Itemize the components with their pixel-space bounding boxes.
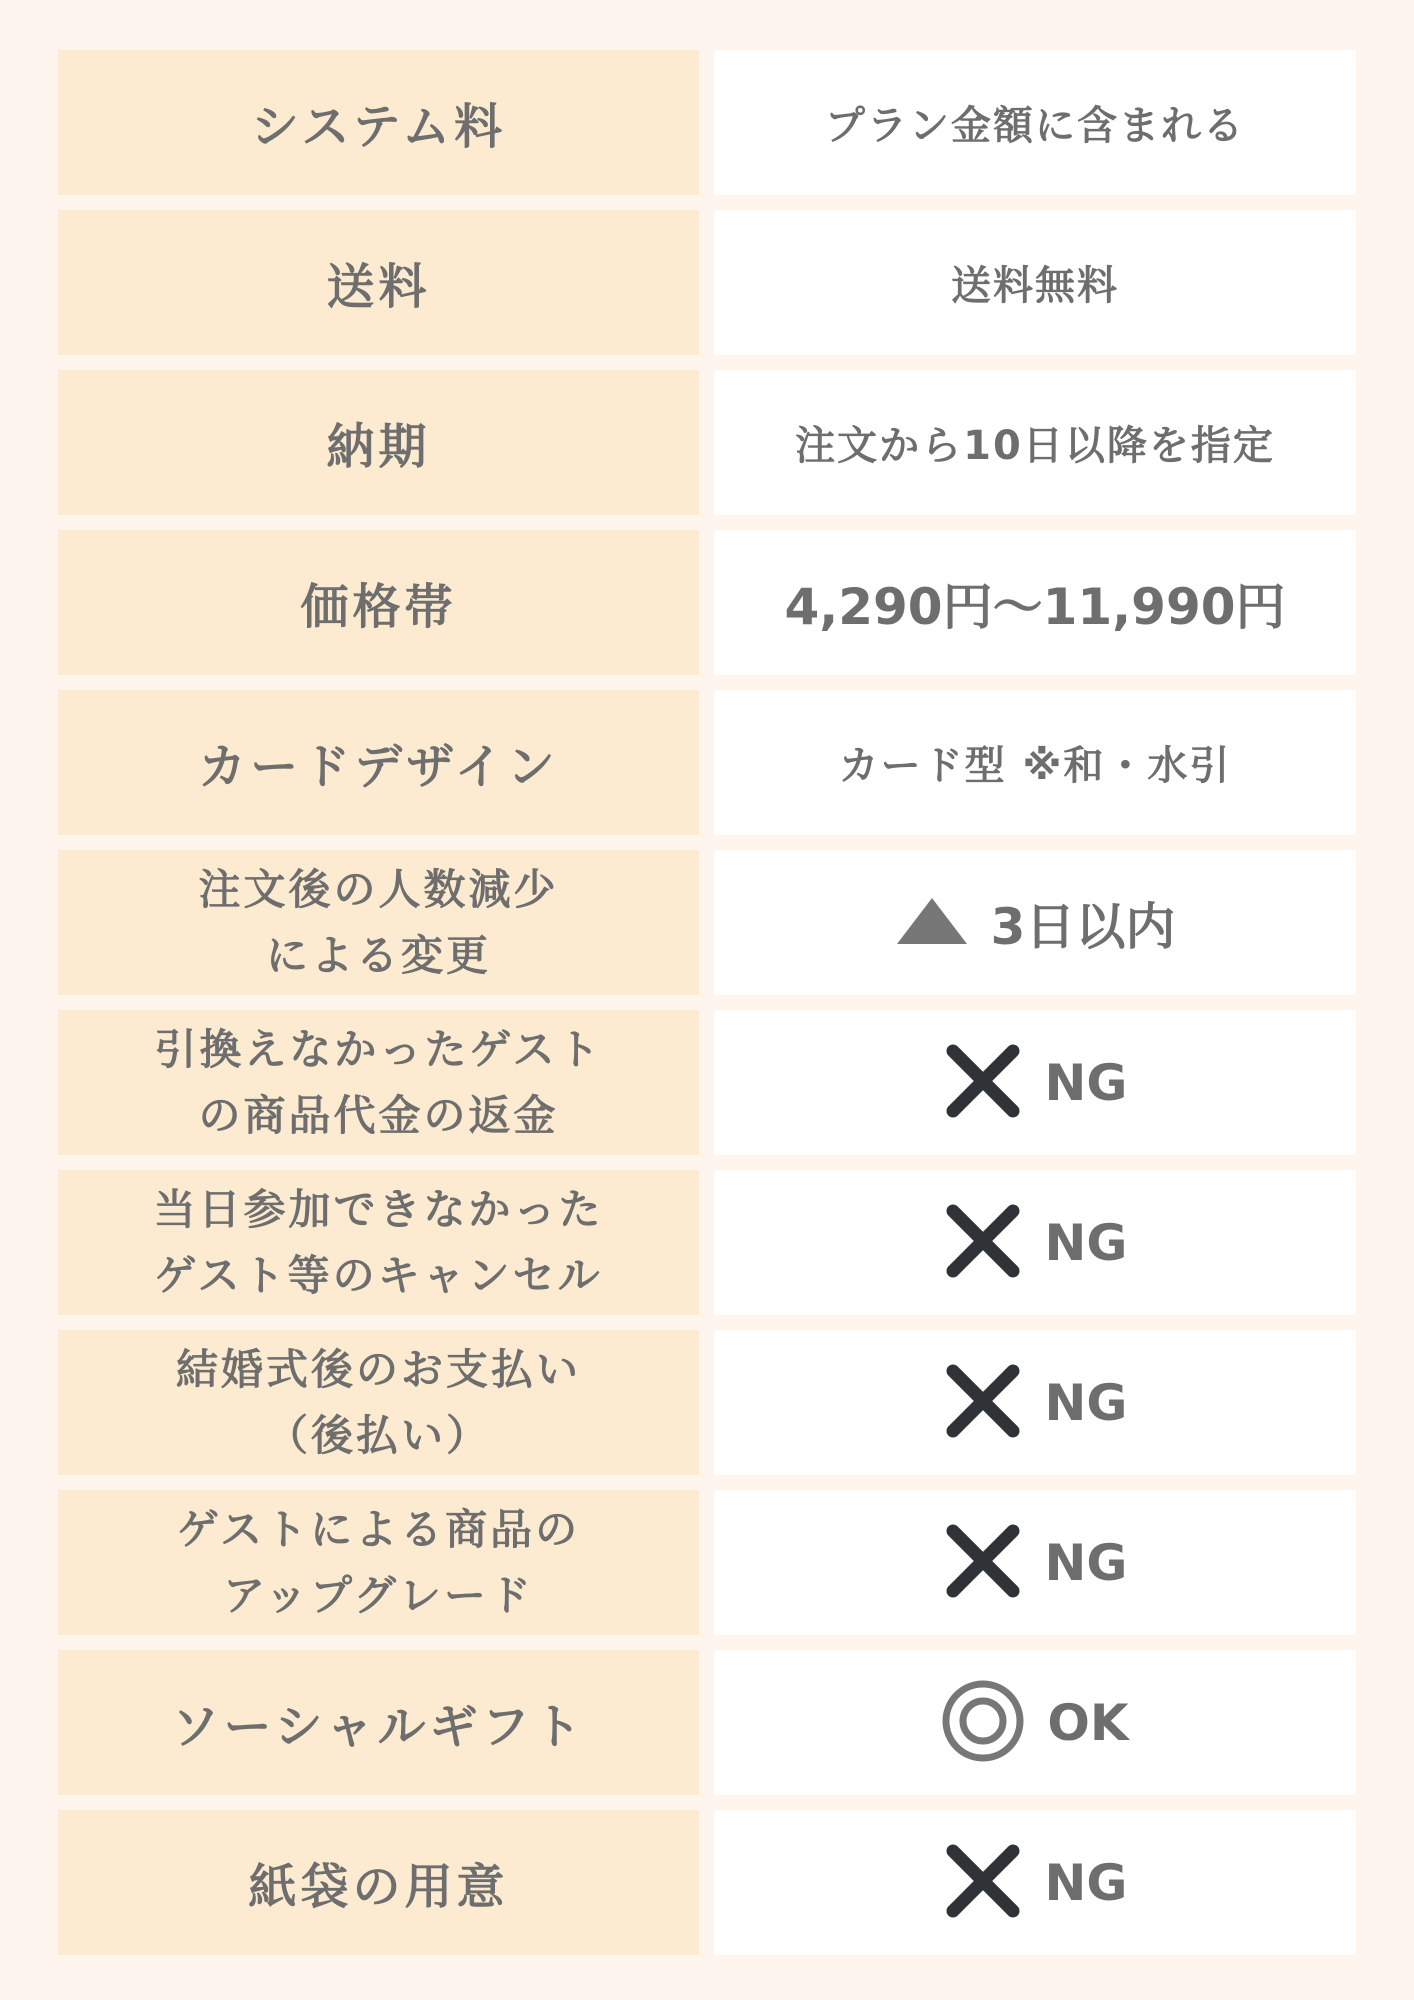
cross-icon bbox=[943, 1041, 1023, 1125]
row-label: ゲストによる商品の アップグレード bbox=[176, 1504, 581, 1620]
table-row bbox=[58, 210, 1356, 355]
row-value-cell bbox=[714, 1010, 1356, 1155]
row-value-cell bbox=[714, 690, 1356, 835]
row-label-cell bbox=[58, 370, 699, 515]
row-value: NG bbox=[1044, 1853, 1128, 1912]
row-label-cell bbox=[58, 1170, 699, 1315]
row-value: NG bbox=[1044, 1213, 1128, 1272]
row-label-cell bbox=[58, 1650, 699, 1795]
table-row bbox=[58, 1010, 1356, 1155]
row-label: 送料 bbox=[326, 259, 431, 315]
row-label: 引換えなかったゲスト の商品代金の返金 bbox=[154, 1024, 603, 1140]
row-label-cell bbox=[58, 850, 699, 995]
table-row bbox=[58, 1650, 1356, 1795]
row-value: NG bbox=[1044, 1533, 1128, 1592]
row-value: 4,290円〜11,990円 bbox=[784, 577, 1286, 636]
row-value-cell bbox=[714, 210, 1356, 355]
cross-icon bbox=[943, 1521, 1023, 1605]
row-label-cell bbox=[58, 50, 699, 195]
table-row bbox=[58, 850, 1356, 995]
row-label: ソーシャルギフト bbox=[171, 1699, 586, 1755]
table-row bbox=[58, 690, 1356, 835]
row-value-cell bbox=[714, 1330, 1356, 1475]
row-label: 納期 bbox=[326, 419, 431, 475]
row-label-cell bbox=[58, 210, 699, 355]
table-row bbox=[58, 530, 1356, 675]
row-label-cell bbox=[58, 1810, 699, 1955]
double-circle-icon bbox=[941, 1679, 1025, 1767]
table-row bbox=[58, 1170, 1356, 1315]
row-value-cell bbox=[714, 1810, 1356, 1955]
table-row bbox=[58, 370, 1356, 515]
row-label-cell bbox=[58, 530, 699, 675]
row-label: 注文後の人数減少 による変更 bbox=[198, 864, 559, 980]
row-label: 紙袋の用意 bbox=[248, 1859, 509, 1915]
row-value: NG bbox=[1044, 1373, 1128, 1432]
row-value-cell bbox=[714, 1490, 1356, 1635]
row-value: 送料無料 bbox=[951, 263, 1119, 309]
table-row bbox=[58, 1810, 1356, 1955]
row-value: プラン金額に含まれる bbox=[825, 103, 1245, 149]
row-label: システム料 bbox=[250, 99, 507, 155]
row-label-cell bbox=[58, 690, 699, 835]
table-row bbox=[58, 1490, 1356, 1635]
table-row bbox=[58, 1330, 1356, 1475]
row-value-cell bbox=[714, 370, 1356, 515]
row-label: 当日参加できなかった ゲスト等のキャンセル bbox=[153, 1184, 604, 1300]
cross-icon bbox=[943, 1201, 1023, 1285]
row-label-cell bbox=[58, 1490, 699, 1635]
row-label-cell bbox=[58, 1330, 699, 1475]
table-row bbox=[58, 50, 1356, 195]
triangle-icon bbox=[895, 896, 969, 950]
row-value: NG bbox=[1044, 1053, 1128, 1112]
row-label: 価格帯 bbox=[300, 579, 457, 635]
row-label: カードデザイン bbox=[198, 739, 559, 795]
row-value: 3日以内 bbox=[990, 897, 1176, 956]
row-value: カード型 ※和・水引 bbox=[838, 743, 1232, 789]
row-value-cell bbox=[714, 850, 1356, 995]
cross-icon bbox=[943, 1841, 1023, 1925]
row-value: OK bbox=[1047, 1693, 1129, 1752]
row-value: 注文から10日以降を指定 bbox=[795, 423, 1275, 469]
row-label: 結婚式後のお支払い （後払い） bbox=[175, 1344, 581, 1460]
row-value-cell bbox=[714, 1650, 1356, 1795]
cross-icon bbox=[943, 1361, 1023, 1445]
row-value-cell bbox=[714, 530, 1356, 675]
row-value-cell bbox=[714, 50, 1356, 195]
row-value-cell bbox=[714, 1170, 1356, 1315]
row-label-cell bbox=[58, 1010, 699, 1155]
